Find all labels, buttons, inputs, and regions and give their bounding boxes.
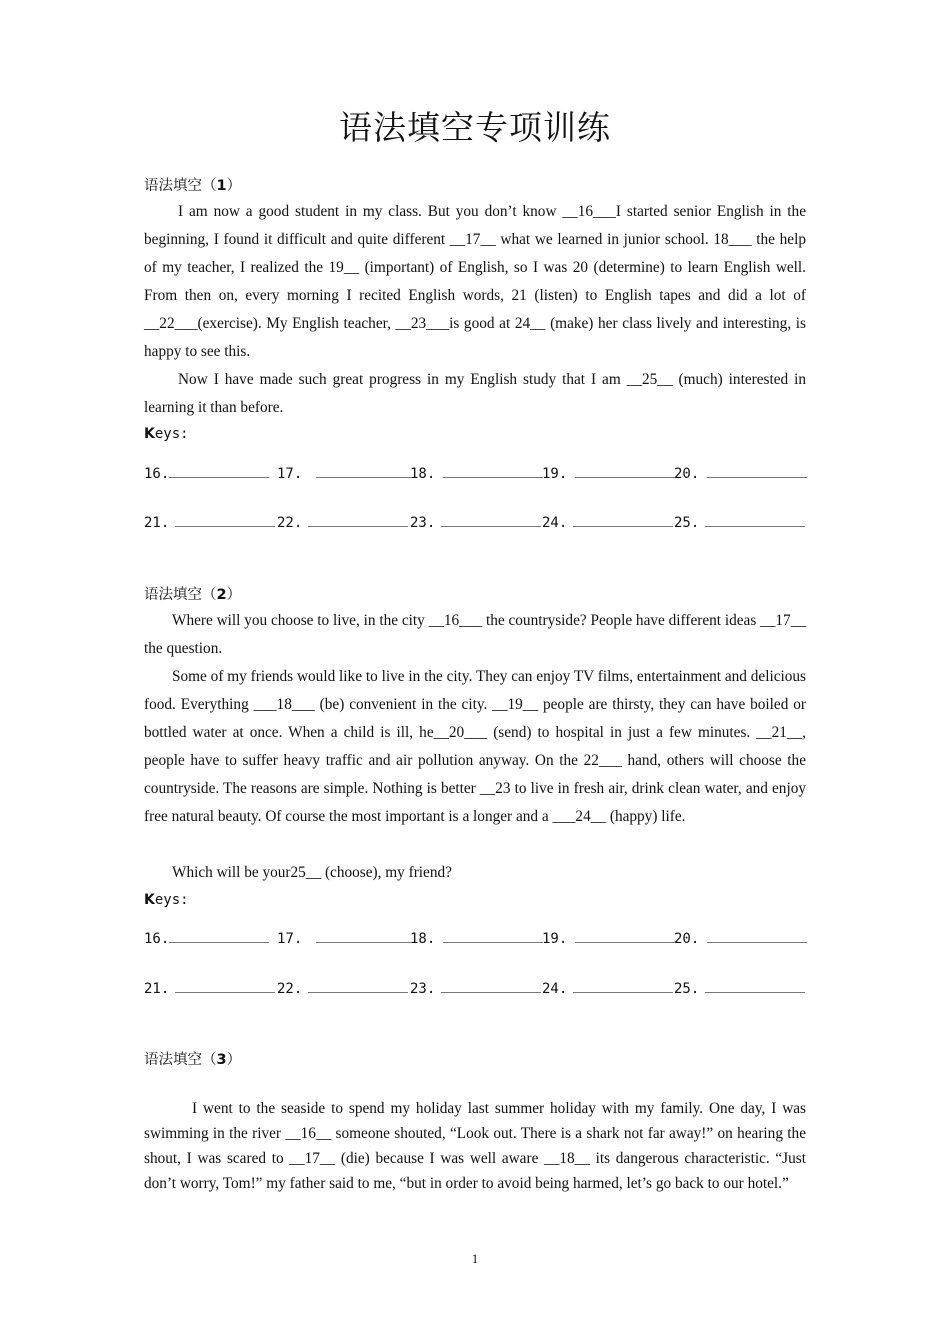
answer-slot: 25. — [674, 979, 805, 997]
answer-blank[interactable] — [705, 979, 805, 993]
answer-blank[interactable] — [575, 929, 675, 943]
answer-slot: 24. — [542, 513, 673, 531]
answer-blank[interactable] — [316, 464, 416, 478]
answer-slot: 18. — [410, 929, 543, 947]
answer-blank[interactable] — [705, 513, 805, 527]
answer-slot: 23. — [410, 979, 541, 997]
section-2-keys-row-1 — [144, 929, 806, 949]
answer-blank[interactable] — [575, 464, 675, 478]
answer-blank[interactable] — [443, 464, 543, 478]
answer-slot: 24. — [542, 979, 673, 997]
answer-blank[interactable] — [316, 929, 416, 943]
answer-blank[interactable] — [169, 464, 269, 478]
answer-slot: 21. — [144, 513, 275, 531]
page-title: 语法填空专项训练 — [339, 108, 611, 147]
section-1-keys-row-1 — [144, 464, 806, 484]
section-2-paragraph-1: Where will you choose to live, in the city __16___ the countryside? People have different ideas __17__ the question. — [144, 612, 806, 657]
answer-blank[interactable] — [175, 513, 275, 527]
section-2-heading: 语法填空（2） — [144, 587, 242, 603]
section-3-heading: 语法填空（3） — [144, 1052, 242, 1068]
answer-slot: 23. — [410, 513, 541, 531]
answer-slot: 20. — [674, 464, 807, 482]
answer-blank[interactable] — [441, 979, 541, 993]
answer-blank[interactable] — [573, 513, 673, 527]
answer-slot: 19. — [542, 929, 675, 947]
answer-blank[interactable] — [175, 979, 275, 993]
answer-blank[interactable] — [573, 979, 673, 993]
answer-slot: 18. — [410, 464, 543, 482]
answer-slot: 25. — [674, 513, 805, 531]
answer-blank[interactable] — [169, 929, 269, 943]
answer-slot: 21. — [144, 979, 275, 997]
section-1-keys-label: Keys: — [144, 426, 189, 442]
section-2-paragraph-3: Which will be your25__ (choose), my friend? — [172, 864, 452, 881]
answer-slot: 20. — [674, 929, 807, 947]
page-number: 1 — [471, 1251, 479, 1266]
section-1-paragraph-2: Now I have made such great progress in my English study that I am __25__ (much) interested in learning it than before. — [144, 371, 806, 416]
answer-blank[interactable] — [443, 929, 543, 943]
answer-slot: 22. — [277, 513, 408, 531]
section-1-paragraph-1: I am now a good student in my class. But you don’t know __16___I started senior English in the beginning, I found it difficult and quite different __17__ what we learned in junior school. 18___ the help of my teacher, I realized the 19__ (important) of English, so I was 20 (determine) to learn English well. From then on, every morning I recited English words, 21 (listen) to English tapes and did a lot of __22___(exercise). My English teacher, __23___is good at 24__ (make) her class lively and interesting, is happy to see this. — [144, 203, 806, 360]
section-1-keys-row-2 — [144, 513, 806, 533]
answer-slot: 22. — [277, 979, 408, 997]
answer-blank[interactable] — [441, 513, 541, 527]
answer-slot: 16. — [144, 929, 269, 947]
section-2-keys-row-2 — [144, 979, 806, 999]
answer-slot: 17. — [277, 929, 416, 947]
section-3-paragraph-1: I went to the seaside to spend my holiday last summer holiday with my family. One day, I was swimming in the river __16__ someone shouted, “Look out. There is a shark not far away!” on hearing the shout, I was scared to __17__ (die) because I was well aware __18__ its dangerous characteristic. “Just don’t worry, Tom!” my father said to me, “but in order to avoid being harmed, let’s go back to our hotel.” — [144, 1100, 806, 1192]
answer-blank[interactable] — [308, 979, 408, 993]
answer-blank[interactable] — [707, 929, 807, 943]
section-2-paragraph-2: Some of my friends would like to live in the city. They can enjoy TV films, entertainment and delicious food. Everything ___18___ (be) convenient in the city. __19__ people are thirsty, they can have boiled or bottled water at once. When a child is ill, he__20___ (send) to hospital in just a few minutes. __21__, people have to suffer heavy traffic and air pollution anyway. On the 22___ hand, others will choose the countryside. The reasons are simple. Nothing is better __23 to live in fresh air, drink clean water, and enjoy free natural beauty. Of course the most important is a longer and a ___24__ (happy) life. — [144, 668, 806, 825]
section-2-keys-label: Keys: — [144, 892, 189, 908]
section-1-heading: 语法填空（1） — [144, 178, 242, 194]
answer-slot: 17. — [277, 464, 416, 482]
answer-blank[interactable] — [308, 513, 408, 527]
answer-blank[interactable] — [707, 464, 807, 478]
answer-slot: 19. — [542, 464, 675, 482]
answer-slot: 16. — [144, 464, 269, 482]
